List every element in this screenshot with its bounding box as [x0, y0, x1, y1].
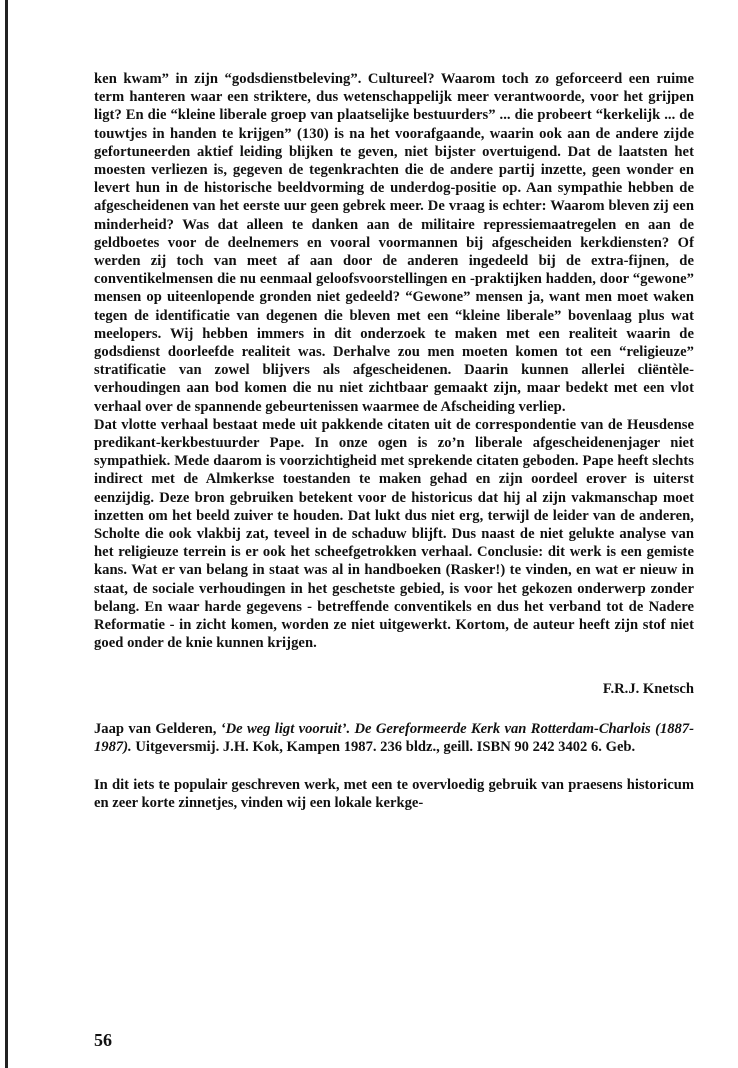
left-margin-rule: [5, 0, 8, 1068]
review-signature: F.R.J. Knetsch: [602, 680, 694, 697]
review-citation: [94, 720, 694, 756]
review-author: Jaap van Gelderen,: [94, 720, 221, 737]
review-intro-paragraph: In dit iets te populair geschreven werk, met een te overvloedig gebruik van praesens historicum en zeer korte zinnetjes, vinden wij een lokale kerkge-: [94, 777, 694, 812]
review-title: ‘De weg ligt vooruit’. De Gereformeerde Kerk van Rotterdam-Charlois (1887-1987).: [94, 720, 694, 755]
body-paragraph-1: ken kwam” in zijn “godsdienstbeleving”. Cultureel? Waarom toch zo geforceerd een ruime term hanteren waar een striktere, dus wetenschappelijk meer verantwoorde, voor het grijpen ligt? En die “kleine liberale groep van plaatselijke bestuurders” ... die probeert “kerkelijk ... de touwtjes in handen te krijgen” (130) is na het voorafgaande, waarin ook aan de andere zijde gefortuneerden aktief leiding blijken te geven, niet bijster overtuigend. Dat de laatsten het moesten verliezen is, gegeven de tegenkrachten die de andere partij inzette, geen wonder en levert hun in de historische beeldvorming de underdog-positie op. Aan sympathie hebben de afgescheidenen van het eerste uur geen gebrek meer. De vraag is echter: Waarom bleven zij een minderheid? Was dat alleen te danken aan de militaire repressiemaatregelen en aan de geldboetes voor de deelnemers en vooral voormannen bij afgescheiden kerkdiensten? Of werden zij toch van meet af aan door de anderen ingedeeld bij de extra-fijnen, de conventikelmensen die nu eenmaal geloofsvoorstellingen en -praktijken hadden, door “gewone” mensen op uiteenlopende gronden niet gedeeld? “Gewone” mensen ja, want men moet waken tegen de identificatie van degenen die bleven met een “kleine liberale” bovenlaag plus wat meelopers. Wij hebben immers in dit onderzoek te maken met een realiteit waarin de godsdienst doorleefde realiteit was. Derhalve zou men moeten komen tot een “religieuze” stratificatie van zowel blijvers als afgescheidenen. Daarin kunnen allerlei cliëntèle-verhoudingen aan bod komen die nu niet zichtbaar gemaakt zijn, maar bedekt met een vlot verhaal over de spannende gebeurtenissen waarmee de Afscheiding verliep.: [94, 71, 694, 415]
page-number: 56: [94, 1030, 112, 1050]
page-content: [94, 70, 694, 827]
review-details: Uitgeversmij. J.H. Kok, Kampen 1987. 236 bldz., geill. ISBN 90 242 3402 6. Geb.: [131, 738, 636, 755]
body-paragraph-2: Dat vlotte verhaal bestaat mede uit pakkende citaten uit de correspondentie van de Heusdense predikant-kerkbestuurder Pape. In onze ogen is zo’n liberale afgescheidenenjager niet sympathiek. Mede daarom is voorzichtigheid met sprekende citaten geboden. Pape heeft slechts indirect met de Almkerkse toestanden te maken gehad en zijn oordeel erover is uiterst eenzijdig. Deze bron gebruiken betekent voor de historicus dat hij al zijn vakmanschap moet inzetten om het beeld zuiver te houden. Dat lukt dus niet erg, terwijl de leider van de anderen, Scholte die ook vlakbij zat, teveel in de schaduw blijft. Dus naast de niet gelukte analyse van het religieuze terrein is er ook het scheefgetrokken verhaal. Conclusie: dit werk is een gemiste kans. Wat er van belang in staat was al in handboeken (Rasker!) te vinden, en wat er nieuw in staat, de sociale verhoudingen in het geschetste gebied, is voor het gekozen onderwerp zonder belang. En waar harde gegevens - betreffende conventikels en dus het verband tot de Nadere Reformatie - in zicht komen, worden ze niet uitgewerkt. Kortom, de auteur heeft zijn stof niet goed onder de knie kunnen krijgen.: [94, 416, 694, 652]
